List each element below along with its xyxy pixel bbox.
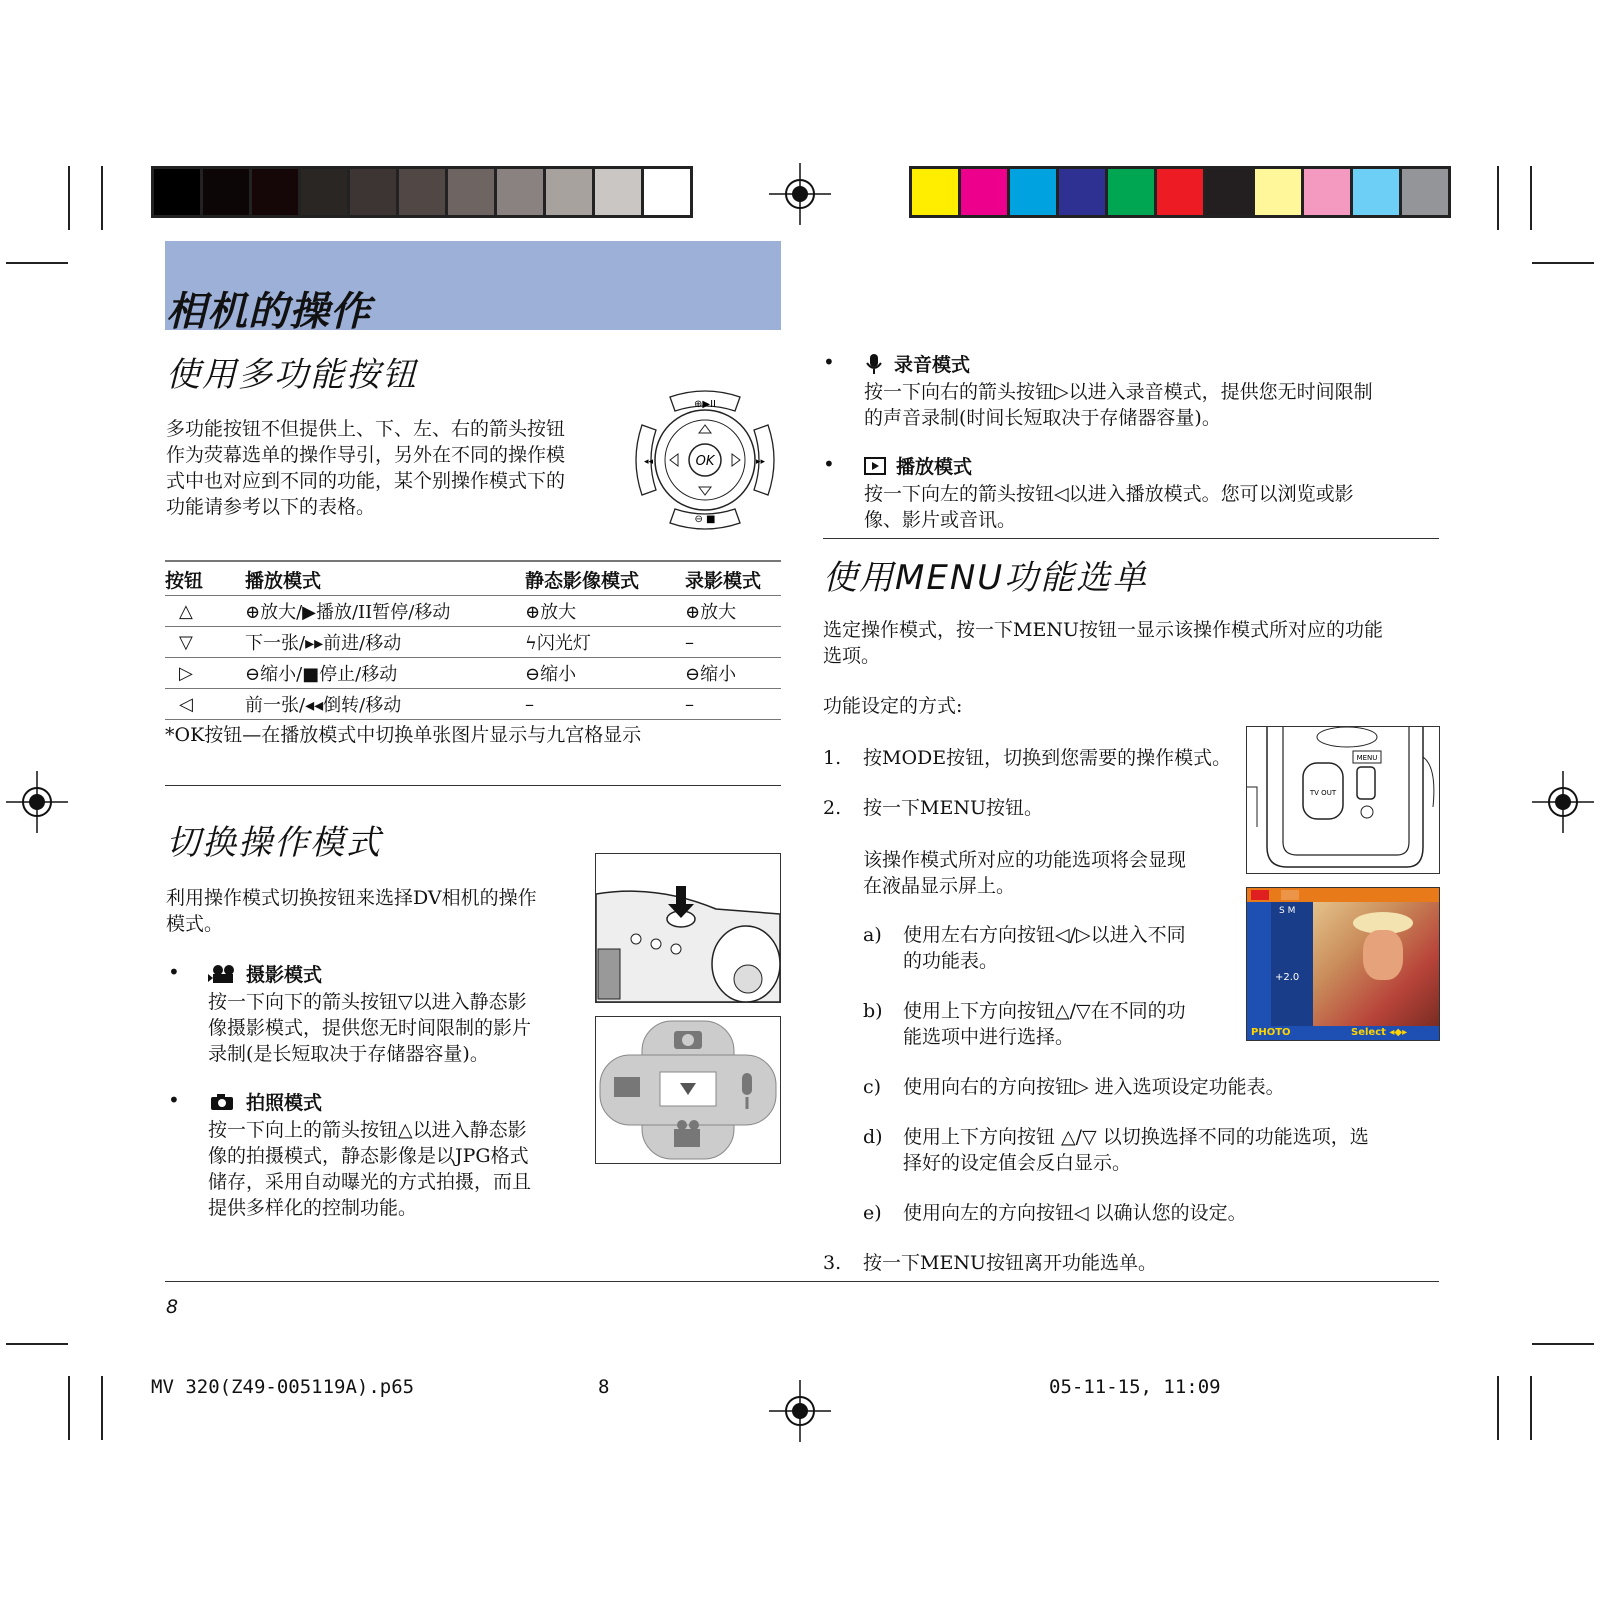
switch-mode-body — [166, 885, 576, 937]
photo-mode-item — [208, 1088, 531, 1221]
color-swatch — [1402, 169, 1448, 215]
color-swatch — [1157, 169, 1203, 215]
table-cell: ϟ闪光灯 — [525, 627, 685, 658]
text-line: 按一下向上的箭头按钮△以进入静态影 — [208, 1119, 527, 1141]
playback-mode-item — [864, 452, 1354, 533]
color-swatch — [546, 169, 592, 215]
text-line: 像摄影模式，提供您无时间限制的影片 — [208, 1017, 532, 1039]
step-3 — [823, 1250, 1157, 1276]
crop-mark — [1497, 166, 1499, 230]
text-line: 利用操作模式切换按钮来选择DV相机的操作 — [166, 887, 537, 909]
text-line: 使用向右的方向按钮▷ 进入选项设定功能表。 — [903, 1076, 1285, 1098]
lcd-tab-bar — [1247, 888, 1439, 902]
text-line: 能选项中进行选择。 — [903, 1026, 1075, 1048]
page-number: 8 — [166, 1296, 179, 1318]
footer-file: MV 320(Z49-005119A).p65 — [151, 1376, 415, 1398]
forward-flash-icon: ▸▸ — [756, 457, 766, 467]
crop-mark — [68, 1376, 70, 1440]
substep-d — [863, 1124, 1439, 1176]
text-line: 选项。 — [823, 645, 881, 667]
substep-c — [863, 1074, 1439, 1100]
lcd-menu-screenshot — [1246, 887, 1440, 1041]
color-swatch — [301, 169, 347, 215]
table-row — [165, 627, 781, 658]
step-number: 3. — [823, 1252, 842, 1274]
color-swatch — [1255, 169, 1301, 215]
color-swatch — [1353, 169, 1399, 215]
table-row — [165, 689, 781, 720]
crop-mark — [1532, 1343, 1594, 1345]
crop-mark — [1497, 1376, 1499, 1440]
lcd-photo-preview — [1313, 902, 1439, 1026]
tv-out-label: TV OUT — [1309, 789, 1337, 797]
table-cell: – — [685, 689, 781, 720]
color-swatch — [1206, 169, 1252, 215]
color-swatch — [1304, 169, 1350, 215]
table-cell: – — [525, 689, 685, 720]
text-line: 择好的设定值会反白显示。 — [903, 1152, 1132, 1174]
table-cell: ⊕放大 — [685, 596, 781, 627]
table-row — [165, 658, 781, 689]
text-line: 的声音录制(时间长短取决于存储器容量)。 — [864, 407, 1221, 429]
substep-e — [863, 1200, 1439, 1226]
lcd-icon-column — [1247, 902, 1271, 1026]
registration-mark — [6, 771, 68, 833]
text-line: 提供多样化的控制功能。 — [208, 1197, 418, 1219]
text-line: 按一下向下的箭头按钮▽以进入静态影 — [208, 991, 527, 1013]
table-cell: ▷ — [165, 658, 245, 689]
menu-intro — [823, 617, 1439, 669]
color-swatch — [912, 169, 958, 215]
table-row — [165, 596, 781, 627]
divider — [165, 785, 781, 786]
bullet: • — [823, 452, 835, 476]
text-line: 按一下向右的箭头按钮▷以进入录音模式，提供您无时间限制 — [864, 381, 1373, 403]
crop-mark — [68, 166, 70, 230]
divider — [165, 1281, 1439, 1282]
table-cell: 下一张/▸▸前进/移动 — [245, 627, 525, 658]
text-line: 的功能表。 — [903, 950, 999, 972]
video-camera-icon — [208, 964, 236, 984]
table-header: 静态影像模式 — [525, 561, 685, 596]
lcd-select-label: Select ◂◆▸ — [1351, 1027, 1408, 1038]
table-header: 播放模式 — [245, 561, 525, 596]
registration-mark — [769, 1380, 831, 1442]
crop-mark — [101, 1376, 103, 1440]
step-text: 按MODE按钮，切换到您需要的操作模式。 — [863, 747, 1232, 769]
how-to-set: 功能设定的方式: — [823, 695, 963, 717]
step-1 — [823, 745, 1232, 771]
ok-label: OK — [695, 454, 715, 469]
color-swatch — [595, 169, 641, 215]
text-line: 式中也对应到不同的功能，某个别操作模式下的 — [166, 470, 566, 492]
registration-mark — [769, 163, 831, 225]
page-title: 相机的操作 — [166, 289, 371, 335]
table-header: 录影模式 — [685, 561, 781, 596]
bullet: • — [168, 960, 180, 984]
play-icon — [864, 457, 886, 475]
table-cell: ⊖缩小 — [525, 658, 685, 689]
color-swatch — [154, 169, 200, 215]
camera-icon — [208, 1092, 236, 1112]
photo-mode-title: 拍照模式 — [246, 1092, 323, 1114]
substep-key: d) — [863, 1126, 883, 1148]
substep-key: e) — [863, 1202, 882, 1224]
video-mode-title: 摄影模式 — [246, 964, 323, 986]
text-line: 按一下向左的箭头按钮◁以进入播放模式。您可以浏览或影 — [864, 483, 1354, 505]
table-cell: ◁ — [165, 689, 245, 720]
footer-date: 05-11-15, 11:09 — [1049, 1376, 1221, 1398]
text-line: 选定操作模式，按一下MENU按钮一显示该操作模式所对应的功能 — [823, 619, 1383, 641]
text-line: 使用上下方向按钮 △/▽ 以切换选择不同的功能选项，选 — [903, 1126, 1369, 1148]
table-cell: ⊕放大/▶播放/II暂停/移动 — [245, 596, 525, 627]
crop-mark — [1530, 166, 1532, 230]
table-cell: ⊕放大 — [525, 596, 685, 627]
substep-key: c) — [863, 1076, 882, 1098]
audio-mode-item — [864, 350, 1373, 431]
text-line: 使用向左的方向按钮◁ 以确认您的设定。 — [903, 1202, 1247, 1224]
step-number: 2. — [823, 797, 842, 819]
bullet: • — [168, 1088, 180, 1112]
substep-b — [863, 998, 1243, 1050]
table-cell: – — [685, 627, 781, 658]
text-line: 模式。 — [166, 913, 224, 935]
face-shape — [1363, 930, 1403, 980]
wrench-tab-icon — [1281, 890, 1299, 900]
dpad-top-label: ⊕▶II — [694, 399, 716, 410]
lcd-size-label: S M — [1279, 906, 1296, 916]
crop-mark — [6, 262, 68, 264]
table-cell: △ — [165, 596, 245, 627]
playback-mode-title: 播放模式 — [896, 456, 973, 478]
registration-mark — [1532, 771, 1594, 833]
text-line: 功能请参考以下的表格。 — [166, 496, 376, 518]
multifunction-body — [166, 416, 626, 520]
lcd-mode-label: PHOTO — [1251, 1027, 1291, 1038]
color-swatch — [1108, 169, 1154, 215]
crop-mark — [6, 1343, 68, 1345]
menu-button-label: MENU — [1356, 754, 1378, 762]
grayscale-color-bar — [151, 166, 693, 218]
table-cell: ⊖缩小 — [685, 658, 781, 689]
text-line: 像的拍摄模式，静态影像是以JPG格式 — [208, 1145, 529, 1167]
text-line: 储存，采用自动曝光的方式拍摄，而且 — [208, 1171, 532, 1193]
ok-button-note: *OK按钮—在播放模式中切换单张图片显示与九宫格显示 — [165, 724, 642, 746]
button-function-table — [165, 560, 781, 720]
color-swatch — [350, 169, 396, 215]
substep-a — [863, 922, 1243, 974]
color-swatch — [252, 169, 298, 215]
step-text: 按一下MENU按钮。 — [863, 797, 1043, 819]
camera-back-figure — [1246, 726, 1440, 874]
video-mode-item — [208, 960, 531, 1067]
table-cell: ▽ — [165, 627, 245, 658]
crop-mark — [1532, 262, 1594, 264]
text-line: 使用左右方向按钮◁/▷以进入不同 — [903, 924, 1186, 946]
audio-mode-title: 录音模式 — [894, 354, 971, 376]
process-color-bar — [909, 166, 1451, 218]
camera-body-figure — [595, 853, 781, 1003]
step-2-note — [863, 847, 1243, 899]
color-swatch — [961, 169, 1007, 215]
lcd-ev-value: +2.0 — [1275, 972, 1300, 983]
color-swatch — [1059, 169, 1105, 215]
lcd-value-column — [1271, 902, 1313, 1026]
color-swatch — [399, 169, 445, 215]
microphone-icon — [864, 353, 884, 375]
color-swatch — [497, 169, 543, 215]
footer-page: 8 — [598, 1376, 610, 1398]
step-text: 按一下MENU按钮离开功能选单。 — [863, 1252, 1157, 1274]
divider — [823, 538, 1439, 539]
table-cell: ⊖缩小/■停止/移动 — [245, 658, 525, 689]
bullet: • — [823, 350, 835, 374]
lcd-status-bar — [1247, 1026, 1439, 1040]
text-line: 像、影片或音讯。 — [864, 509, 1017, 531]
table-cell: 前一张/◂◂倒转/移动 — [245, 689, 525, 720]
text-line: 使用上下方向按钮△/▽在不同的功 — [903, 1000, 1186, 1022]
step-2 — [823, 795, 1043, 821]
color-swatch — [644, 169, 690, 215]
dpad-diagram — [630, 385, 780, 535]
color-swatch — [448, 169, 494, 215]
text-line: 该操作模式所对应的功能选项将会显现 — [863, 849, 1187, 871]
dpad-bottom-label: ⊖ ■ — [694, 514, 716, 525]
rewind-icon: ◂◂ — [644, 457, 654, 467]
crop-mark — [101, 166, 103, 230]
step-number: 1. — [823, 747, 842, 769]
text-line: 作为荧幕选单的操作导引，另外在不同的操作模 — [166, 444, 566, 466]
camera-tab-icon — [1251, 890, 1269, 900]
color-swatch — [203, 169, 249, 215]
crop-mark — [1530, 1376, 1532, 1440]
color-swatch — [1010, 169, 1056, 215]
text-line: 在液晶显示屏上。 — [863, 875, 1016, 897]
text-line: 多功能按钮不但提供上、下、左、右的箭头按钮 — [166, 418, 566, 440]
table-header: 按钮 — [165, 561, 245, 596]
section-title-menu: 使用MENU功能选单 — [823, 558, 1149, 598]
function-table — [165, 560, 781, 720]
mode-dial-figure — [595, 1016, 781, 1164]
substep-key: b) — [863, 1000, 883, 1022]
substep-key: a) — [863, 924, 882, 946]
section-title-switch-mode: 切换操作模式 — [166, 823, 382, 863]
section-title-multifunction: 使用多功能按钮 — [166, 355, 418, 395]
text-line: 录制(是长短取决于存储器容量)。 — [208, 1043, 489, 1065]
